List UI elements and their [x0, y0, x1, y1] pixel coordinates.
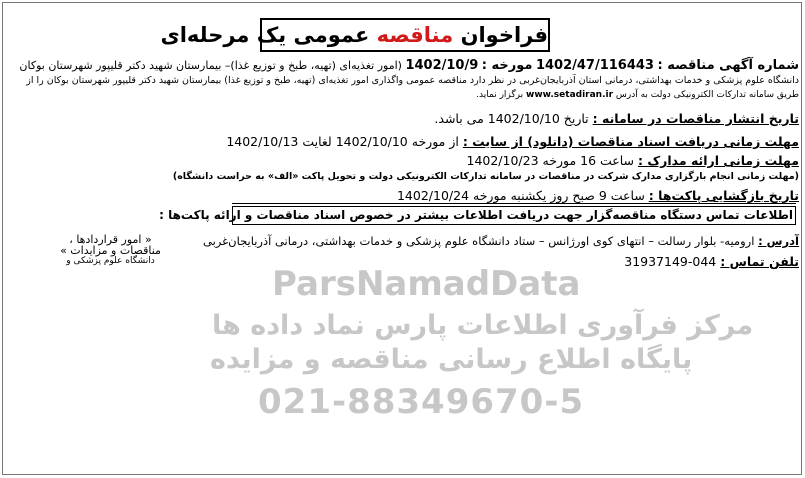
ref-label: شماره آگهی مناقصه : — [657, 58, 799, 73]
note-line-1: « امور قراردادها ، — [69, 233, 152, 246]
watermark-line-1: مرکز فرآوری اطلاعات پارس نماد داده ها — [212, 310, 754, 341]
opening-value: ساعت 9 صبح روز یکشنبه مورخه 1402/10/24 — [396, 188, 645, 203]
docs-deadline-label: مهلت زمانی دریافت اسناد مناقصات (دانلود) از سایت : — [462, 134, 799, 149]
submit-deadline-value: ساعت 16 مورخه 1402/10/23 — [466, 153, 635, 168]
watermark-phone: 021-88349670-5 — [258, 382, 585, 422]
opening-label: تاریخ بازگشایی پاکت‌ها : — [648, 188, 799, 203]
title-suffix: عمومی یک مرحله‌ای — [160, 23, 370, 47]
phone-value: 044-31937149 — [624, 254, 717, 269]
submit-note: (مهلت زمانی انجام بارگزاری مدارک شرکت در مناقصات در سامانه تدارکات الکترونیکی دولت و تحویل پاکت «الف» به حراست دانشگاه) — [172, 171, 799, 182]
body-line-2-suffix: برگزار نماید. — [476, 90, 524, 100]
body-line-1: دانشگاه علوم پزشکی و خدمات بهداشتی، درمانی استان آذربایجان‌غربی در نظر دارد مناقصه عمومی واگذاری امور تغذیه‌ای (تهیه، طبخ و توزیع غذا) بیمارستان شهید دکتر قلیپور شهرستان بوکان را از — [26, 75, 799, 86]
ref-desc: (امور تغذیه‌ای (تهیه، طبخ و توزیع غذا)– بیمارستان شهید دکتر قلیپور شهرستان بوکان — [19, 59, 402, 72]
publish-label: تاریخ انتشار مناقصات در سامانه : — [592, 111, 799, 126]
notice-title — [160, 18, 550, 52]
phone-label: تلفن تماس : — [720, 254, 799, 269]
ref-date: 1402/10/9 — [405, 58, 479, 73]
watermark-line-2: پایگاه اطلاع رسانی مناقصه و مزایده — [210, 344, 693, 375]
title-accent: مناقصه — [376, 23, 454, 47]
publish-row — [434, 111, 799, 126]
submit-deadline-row — [467, 153, 800, 168]
docs-deadline-value: از مورخه 1402/10/10 لغایت 1402/10/13 — [226, 134, 459, 149]
docs-deadline-row — [226, 134, 799, 149]
ref-date-label: مورخه : — [481, 58, 533, 73]
section-divider — [232, 203, 796, 204]
title-prefix: فراخوان — [460, 23, 548, 47]
phone-row — [624, 254, 799, 269]
opening-row — [397, 188, 799, 203]
body-line-2 — [476, 90, 799, 100]
website-link[interactable]: www.setadiran.ir — [526, 90, 614, 100]
body-line-2-prefix: طریق سامانه تدارکات الکترونیکی دولت به آدرس — [615, 90, 799, 100]
publish-value: تاریخ 1402/10/10 می باشد. — [434, 111, 589, 126]
contact-heading: اطلاعات تماس دستگاه مناقصه‌گزار جهت دریافت اطلاعات بیشتر در خصوص اسناد مناقصات و ارائه پاکت‌ها : — [159, 208, 793, 222]
note-line-3: دانشگاه علوم پزشکی و — [66, 256, 155, 266]
contracts-office-note — [18, 234, 203, 267]
address-row — [203, 234, 799, 248]
address-label: آدرس : — [758, 234, 799, 248]
ref-number: 1402/47/116443 — [535, 58, 654, 73]
reference-line — [19, 58, 799, 73]
note-line-2: مناقصات و مزایدات » — [60, 244, 161, 257]
submit-deadline-label: مهلت زمانی ارائه مدارک : — [638, 153, 799, 168]
watermark-brand: ParsNamadData — [272, 264, 581, 304]
address-value: ارومیه- بلوار رسالت – انتهای کوی اورژانس – ستاد دانشگاه علوم پزشکی و خدمات بهداشتی، درمانی آذربایجان‌غربی — [203, 234, 755, 248]
